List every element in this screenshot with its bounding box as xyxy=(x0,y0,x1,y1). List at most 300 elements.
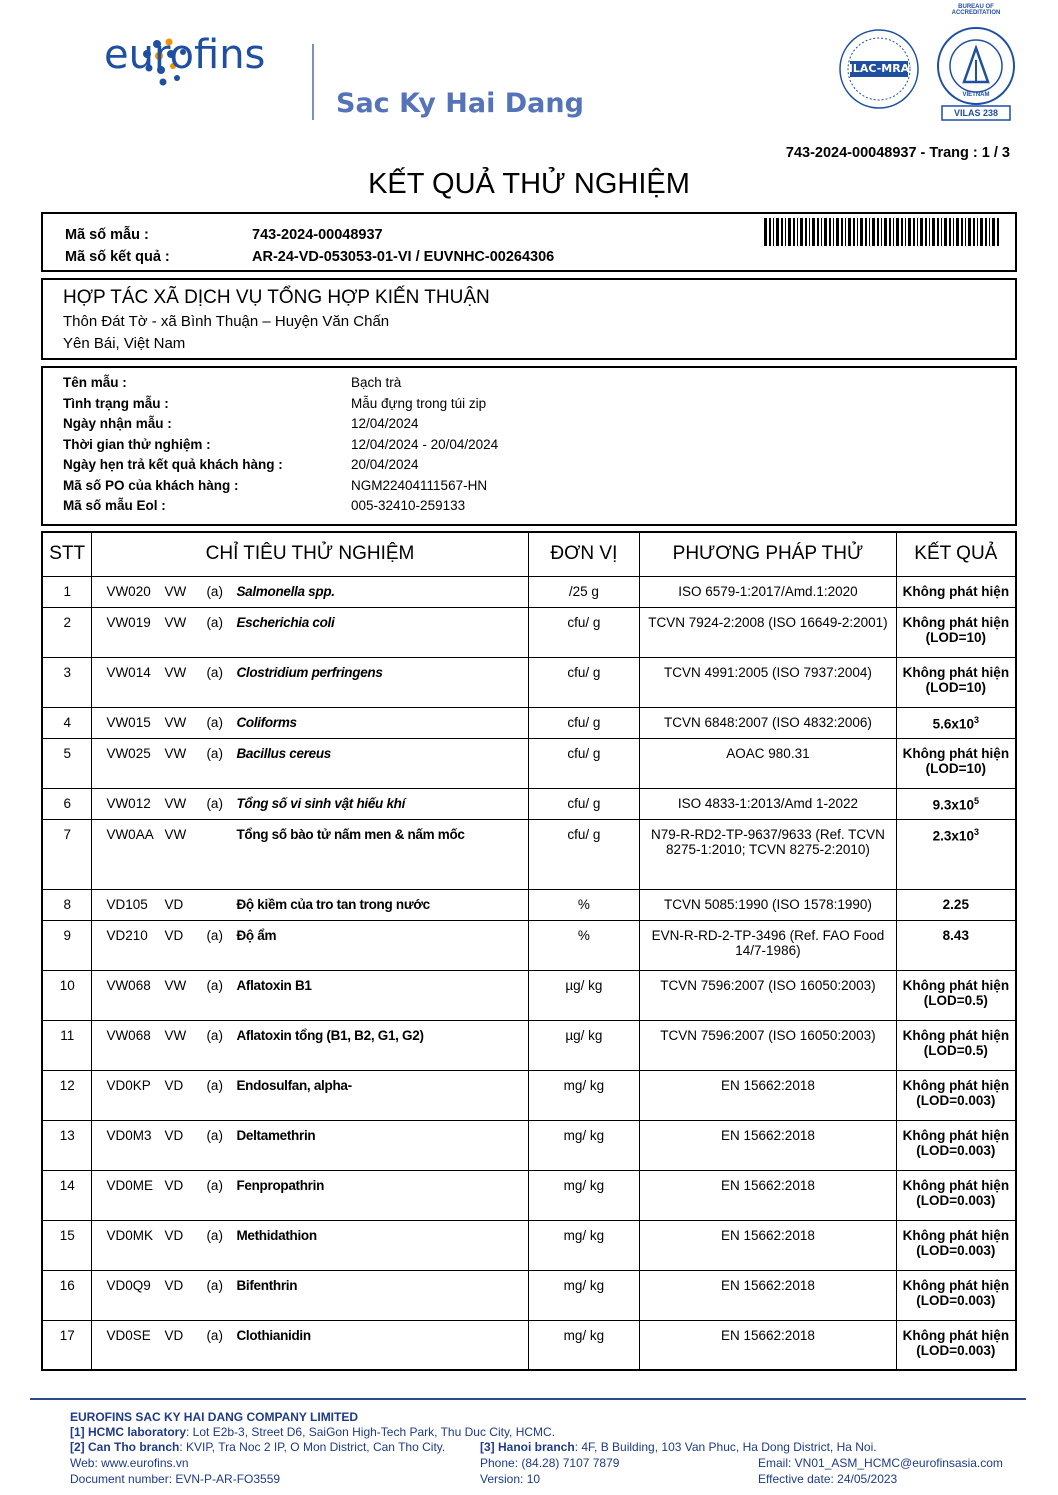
row-result-value: Không phát hiện xyxy=(902,1327,1010,1343)
barcode-bar xyxy=(893,218,894,246)
client-address-line1: Thôn Đát Tờ - xã Bình Thuận – Huyện Văn Chấn xyxy=(63,313,390,330)
sample-info-label: Mã số mẫu Eol : xyxy=(63,498,166,513)
barcode-bar xyxy=(833,218,834,246)
row-result-exponent: 3 xyxy=(973,714,979,725)
row-result-value: Không phát hiện xyxy=(902,614,1010,630)
row-result-lod: (LOD=0.5) xyxy=(923,992,988,1008)
row-accreditation: (a) xyxy=(206,795,223,811)
row-lab: VW xyxy=(164,583,187,599)
row-unit: mg/ kg xyxy=(528,1070,640,1120)
row-unit: cfu/ g xyxy=(528,788,640,819)
sample-info-value: 12/04/2024 xyxy=(351,416,419,431)
row-method: EN 15662:2018 xyxy=(640,1270,896,1320)
row-indicator xyxy=(92,1220,528,1270)
table-row xyxy=(42,788,1016,819)
row-result-exponent: 3 xyxy=(973,826,979,837)
table-row xyxy=(42,1320,1016,1370)
row-unit: % xyxy=(528,889,640,920)
row-result-value: Không phát hiện xyxy=(902,745,1010,761)
row-lab: VD xyxy=(164,1227,184,1243)
row-unit: mg/ kg xyxy=(528,1320,640,1370)
barcode-bar xyxy=(920,218,923,246)
footer-version: Version: 10 xyxy=(480,1472,541,1486)
row-code: VW012 xyxy=(106,795,151,811)
row-indicator xyxy=(92,707,528,738)
table-row xyxy=(42,707,1016,738)
accreditation-seal-country: VIETNAM xyxy=(962,92,990,98)
row-result xyxy=(896,738,1016,788)
row-result-value: Không phát hiện xyxy=(902,1177,1010,1193)
table-row xyxy=(42,657,1016,707)
row-result-value: Không phát hiện xyxy=(902,1277,1010,1293)
row-lab: VW xyxy=(164,745,187,761)
row-lab: VD xyxy=(164,1277,184,1293)
row-lab: VW xyxy=(164,664,187,680)
sample-info-value: 20/04/2024 xyxy=(351,457,419,472)
barcode-bar xyxy=(989,218,990,246)
row-indicator xyxy=(92,1320,528,1370)
row-accreditation: (a) xyxy=(206,977,223,993)
row-lab: VD xyxy=(164,896,184,912)
row-result-exponent: 5 xyxy=(973,795,979,806)
results-table xyxy=(41,531,1017,1371)
row-result-lod: (LOD=0.003) xyxy=(916,1142,996,1158)
row-unit: cfu/ g xyxy=(528,738,640,788)
footer-doc-number: Document number: EVN-P-AR-FO3559 xyxy=(70,1472,281,1486)
row-stt: 8 xyxy=(42,889,92,920)
row-method: ISO 4833-1:2013/Amd 1-2022 xyxy=(640,788,896,819)
row-method: N79-R-RD2-TP-9637/9633 (Ref. TCVN 8275-1:2010; TCVN 8275-2:2010) xyxy=(640,819,896,889)
row-code: VW020 xyxy=(106,583,151,599)
row-result-value: Không phát hiện xyxy=(902,1077,1010,1093)
row-result xyxy=(896,1070,1016,1120)
row-lab: VW xyxy=(164,1027,187,1043)
table-row xyxy=(42,576,1016,607)
barcode-bar xyxy=(848,218,851,246)
row-code: VW0AA xyxy=(106,826,154,842)
footer-hcmc xyxy=(70,1425,555,1439)
row-code: VD0Q9 xyxy=(106,1277,151,1293)
row-method: TCVN 7924-2:2008 (ISO 16649-2:2001) xyxy=(640,607,896,657)
footer-email[interactable]: Email: VN01_ASM_HCMC@eurofinsasia.com xyxy=(758,1456,1003,1470)
row-method: ISO 6579-1:2017/Amd.1:2020 xyxy=(640,576,896,607)
row-stt: 11 xyxy=(42,1020,92,1070)
sample-info-label: Thời gian thử nghiệm : xyxy=(63,436,211,452)
row-parameter-name: Tổng số bào tử nấm men & nấm mốc xyxy=(236,826,465,842)
row-accreditation: (a) xyxy=(206,614,223,630)
row-parameter-name: Aflatoxin tổng (B1, B2, G1, G2) xyxy=(236,1027,424,1043)
barcode-bar xyxy=(953,218,954,246)
accreditation-seal-text: BUREAU OF ACCREDITATION xyxy=(951,4,1001,16)
row-parameter-name: Endosulfan, alpha- xyxy=(236,1077,352,1093)
barcode-bar xyxy=(800,218,803,246)
row-accreditation: (a) xyxy=(206,927,223,943)
row-method: EN 15662:2018 xyxy=(640,1120,896,1170)
row-unit: µg/ kg xyxy=(528,970,640,1020)
row-accreditation: (a) xyxy=(206,583,223,599)
barcode-bar xyxy=(992,218,995,246)
row-method: EN 15662:2018 xyxy=(640,1220,896,1270)
client-name: HỢP TÁC XÃ DỊCH VỤ TỔNG HỢP KIẾN THUẬN xyxy=(63,287,490,308)
barcode-bar xyxy=(809,218,810,246)
row-result-value: 8.43 xyxy=(942,927,969,943)
sample-info-label: Ngày hẹn trả kết quả khách hàng : xyxy=(63,457,283,472)
footer-cantho-label: [2] Can Tho branch xyxy=(70,1440,180,1454)
row-method: EN 15662:2018 xyxy=(640,1170,896,1220)
result-code-label: Mã số kết quả : xyxy=(65,249,170,265)
barcode-bar xyxy=(805,218,807,246)
barcode-bar xyxy=(965,218,966,246)
row-indicator xyxy=(92,1170,528,1220)
header-stt: STT xyxy=(42,532,92,576)
row-parameter-name: Methidathion xyxy=(236,1227,317,1243)
sample-info-label: Tên mẫu : xyxy=(63,375,127,390)
barcode-bar xyxy=(917,218,918,246)
row-unit: /25 g xyxy=(528,576,640,607)
barcode-bar xyxy=(785,218,786,246)
row-code: VD0SE xyxy=(106,1327,151,1343)
row-stt: 14 xyxy=(42,1170,92,1220)
barcode-bar xyxy=(869,218,870,246)
row-result xyxy=(896,889,1016,920)
row-result xyxy=(896,1220,1016,1270)
barcode-bar xyxy=(769,218,771,246)
row-accreditation: (a) xyxy=(206,1177,223,1193)
row-unit: µg/ kg xyxy=(528,1020,640,1070)
row-result-value: Không phát hiện xyxy=(902,1027,1010,1043)
row-result-value: Không phát hiện xyxy=(902,583,1010,599)
barcode-bar xyxy=(968,218,971,246)
row-unit: % xyxy=(528,920,640,970)
row-accreditation: (a) xyxy=(206,1027,223,1043)
row-stt: 12 xyxy=(42,1070,92,1120)
footer-phone: Phone: (84.28) 7107 7879 xyxy=(480,1456,620,1470)
barcode-bar xyxy=(977,218,978,246)
row-method: EVN-R-RD-2-TP-3496 (Ref. FAO Food 14/7-1986) xyxy=(640,920,896,970)
row-indicator xyxy=(92,819,528,889)
row-indicator xyxy=(92,889,528,920)
table-row xyxy=(42,607,1016,657)
row-indicator xyxy=(92,607,528,657)
row-indicator xyxy=(92,738,528,788)
row-method: TCVN 4991:2005 (ISO 7937:2004) xyxy=(640,657,896,707)
row-method: TCVN 7596:2007 (ISO 16050:2003) xyxy=(640,1020,896,1070)
row-stt: 6 xyxy=(42,788,92,819)
row-result xyxy=(896,920,1016,970)
row-stt: 3 xyxy=(42,657,92,707)
row-result-value: Không phát hiện xyxy=(902,1227,1010,1243)
row-parameter-name: Salmonella spp. xyxy=(236,583,335,599)
row-parameter-name: Độ ẩm xyxy=(236,927,277,943)
row-code: VD0KP xyxy=(106,1077,151,1093)
sample-info-label: Ngày nhận mẫu : xyxy=(63,416,172,431)
header-result: KẾT QUẢ xyxy=(896,532,1016,576)
row-code: VD105 xyxy=(106,896,148,912)
row-method: EN 15662:2018 xyxy=(640,1320,896,1370)
page-title: KẾT QUẢ THỬ NGHIỆM xyxy=(368,168,690,200)
row-unit: cfu/ g xyxy=(528,819,640,889)
table-row xyxy=(42,920,1016,970)
table-row xyxy=(42,889,1016,920)
footer-divider xyxy=(30,1398,1026,1400)
footer-hcmc-address: : Lot E2b-3, Street D6, SaiGon High-Tech Park, Thu Duc City, HCMC. xyxy=(186,1425,556,1439)
barcode-bar xyxy=(817,218,819,246)
row-unit: mg/ kg xyxy=(528,1120,640,1170)
vilas-code: VILAS 238 xyxy=(953,108,999,118)
barcode-bar xyxy=(841,218,843,246)
report-reference: 743-2024-00048937 - Trang : 1 / 3 xyxy=(785,145,1010,161)
row-result xyxy=(896,1020,1016,1070)
row-result-lod: (LOD=10) xyxy=(925,760,987,776)
row-stt: 9 xyxy=(42,920,92,970)
row-unit: mg/ kg xyxy=(528,1220,640,1270)
row-result xyxy=(896,576,1016,607)
barcode-bar xyxy=(872,218,875,246)
row-code: VD0ME xyxy=(106,1177,153,1193)
row-accreditation: (a) xyxy=(206,1327,223,1343)
row-code: VW025 xyxy=(106,745,151,761)
table-header-row xyxy=(42,532,1016,576)
row-lab: VD xyxy=(164,1177,184,1193)
sample-info-value: Bạch trà xyxy=(351,375,402,390)
row-accreditation: (a) xyxy=(206,745,223,761)
row-parameter-name: Deltamethrin xyxy=(236,1127,316,1143)
barcode-bar xyxy=(884,218,887,246)
row-lab: VW xyxy=(164,614,187,630)
barcode-bar xyxy=(980,218,983,246)
header-method: PHƯƠNG PHÁP THỬ xyxy=(640,532,896,576)
barcode-bar xyxy=(956,218,959,246)
sample-info-value: 005-32410-259133 xyxy=(351,498,466,513)
row-method: TCVN 6848:2007 (ISO 4832:2006) xyxy=(640,707,896,738)
barcode-bar xyxy=(788,218,791,246)
row-parameter-name: Clostridium perfringens xyxy=(236,664,383,680)
row-indicator xyxy=(92,1020,528,1070)
row-parameter-name: Bacillus cereus xyxy=(236,745,331,761)
footer-hanoi-address: : 4F, B Building, 103 Van Phuc, Ha Dong District, Ha Noi. xyxy=(574,1440,877,1454)
row-code: VW068 xyxy=(106,977,151,993)
table-row xyxy=(42,1220,1016,1270)
row-indicator xyxy=(92,576,528,607)
row-parameter-name: Bifenthrin xyxy=(236,1277,298,1293)
row-result-lod: (LOD=10) xyxy=(925,679,987,695)
row-result xyxy=(896,707,1016,738)
row-stt: 13 xyxy=(42,1120,92,1170)
footer-hanoi xyxy=(480,1440,877,1454)
barcode-bar xyxy=(860,218,863,246)
row-accreditation: (a) xyxy=(206,1077,223,1093)
table-row xyxy=(42,1270,1016,1320)
row-parameter-name: Aflatoxin B1 xyxy=(236,977,312,993)
row-result-value: Không phát hiện xyxy=(902,664,1010,680)
lab-name: Sac Ky Hai Dang xyxy=(336,88,584,119)
barcode-bar xyxy=(857,218,858,246)
row-method: TCVN 5085:1990 (ISO 1578:1990) xyxy=(640,889,896,920)
row-result xyxy=(896,1170,1016,1220)
barcode-bar xyxy=(985,218,987,246)
sample-info-label: Tình trạng mẫu : xyxy=(63,395,169,411)
table-row xyxy=(42,1120,1016,1170)
row-result xyxy=(896,607,1016,657)
row-accreditation: (a) xyxy=(206,1277,223,1293)
table-row xyxy=(42,738,1016,788)
row-lab: VD xyxy=(164,1127,184,1143)
barcode-bar xyxy=(877,218,879,246)
table-row xyxy=(42,1070,1016,1120)
row-result xyxy=(896,1270,1016,1320)
barcode-bar xyxy=(776,218,779,246)
sample-code-label: Mã số mẫu : xyxy=(65,227,149,243)
sample-info-value: NGM22404111567-HN xyxy=(351,477,488,493)
row-code: VD0M3 xyxy=(106,1127,152,1143)
barcode-bar xyxy=(797,218,798,246)
row-code: VD0MK xyxy=(106,1227,153,1243)
row-accreditation: (a) xyxy=(206,1227,223,1243)
barcode-bar xyxy=(941,218,942,246)
footer-cantho xyxy=(70,1440,445,1454)
row-parameter-name: Coliforms xyxy=(236,714,297,730)
barcode-bar xyxy=(937,218,939,246)
row-parameter-name: Fenpropathrin xyxy=(236,1177,325,1193)
row-accreditation: (a) xyxy=(206,714,223,730)
row-code: VW015 xyxy=(106,714,151,730)
ilac-seal-text: ILAC-MRA xyxy=(848,62,910,75)
barcode-bar xyxy=(889,218,891,246)
header-divider xyxy=(312,44,314,120)
row-lab: VW xyxy=(164,826,187,842)
barcode-bar xyxy=(845,218,846,246)
row-stt: 10 xyxy=(42,970,92,1020)
footer-effective-date: Effective date: 24/05/2023 xyxy=(758,1472,898,1486)
row-result-lod: (LOD=0.003) xyxy=(916,1092,996,1108)
barcode-bar xyxy=(997,218,999,246)
row-result xyxy=(896,1120,1016,1170)
row-unit: cfu/ g xyxy=(528,657,640,707)
row-result-lod: (LOD=0.003) xyxy=(916,1342,996,1358)
row-method: EN 15662:2018 xyxy=(640,1070,896,1120)
row-stt: 7 xyxy=(42,819,92,889)
header-indicator: CHỈ TIÊU THỬ NGHIỆM xyxy=(92,532,528,576)
sample-info-label: Mã số PO của khách hàng : xyxy=(63,477,239,493)
barcode-bar xyxy=(865,218,867,246)
row-accreditation: (a) xyxy=(206,1127,223,1143)
row-indicator xyxy=(92,788,528,819)
row-result xyxy=(896,788,1016,819)
row-code: VW068 xyxy=(106,1027,151,1043)
barcode-bar xyxy=(929,218,930,246)
barcode-bar xyxy=(829,218,831,246)
row-lab: VD xyxy=(164,1327,184,1343)
row-stt: 5 xyxy=(42,738,92,788)
row-result-value: Không phát hiện xyxy=(902,1127,1010,1143)
row-indicator xyxy=(92,1120,528,1170)
row-unit: mg/ kg xyxy=(528,1170,640,1220)
barcode-bar xyxy=(881,218,882,246)
row-indicator xyxy=(92,1070,528,1120)
row-stt: 1 xyxy=(42,576,92,607)
row-result-value: 2.3x10 xyxy=(932,828,974,843)
row-stt: 15 xyxy=(42,1220,92,1270)
row-code: VW019 xyxy=(106,614,151,630)
row-result-lod: (LOD=0.003) xyxy=(916,1192,996,1208)
row-parameter-name: Escherichia coli xyxy=(236,614,335,630)
client-address-line2: Yên Bái, Việt Nam xyxy=(63,335,186,352)
row-code: VW014 xyxy=(106,664,151,680)
barcode-bar xyxy=(793,218,795,246)
row-unit: mg/ kg xyxy=(528,1270,640,1320)
row-result xyxy=(896,970,1016,1020)
brand-wordmark: eurofins xyxy=(104,32,266,78)
row-parameter-name: Tổng số vi sinh vật hiếu khí xyxy=(236,795,406,811)
row-parameter-name: Độ kiềm của tro tan trong nước xyxy=(236,896,430,912)
barcode-bar xyxy=(961,218,963,246)
row-result-value: 5.6x10 xyxy=(932,716,974,731)
row-code: VD210 xyxy=(106,927,148,943)
footer-hanoi-label: [3] Hanoi branch xyxy=(480,1440,575,1454)
barcode-bar xyxy=(821,218,822,246)
barcode-bar xyxy=(973,218,975,246)
row-indicator xyxy=(92,657,528,707)
row-lab: VD xyxy=(164,927,184,943)
barcode-bar xyxy=(925,218,927,246)
row-result-lod: (LOD=0.003) xyxy=(916,1242,996,1258)
barcode-bar xyxy=(773,218,774,246)
row-stt: 4 xyxy=(42,707,92,738)
row-unit: cfu/ g xyxy=(528,607,640,657)
barcode-bar xyxy=(901,218,903,246)
barcode-bar xyxy=(905,218,906,246)
row-result-value: Không phát hiện xyxy=(902,977,1010,993)
row-lab: VW xyxy=(164,795,187,811)
row-method: AOAC 980.31 xyxy=(640,738,896,788)
barcode-bar xyxy=(944,218,947,246)
table-row xyxy=(42,970,1016,1020)
barcode-bar xyxy=(853,218,855,246)
row-result xyxy=(896,819,1016,889)
footer-cantho-address: : KVIP, Tra Noc 2 IP, O Mon District, Can Tho City. xyxy=(179,1440,446,1454)
row-accreditation: (a) xyxy=(206,664,223,680)
barcode-bar xyxy=(896,218,899,246)
row-unit: cfu/ g xyxy=(528,707,640,738)
row-parameter-name: Clothianidin xyxy=(236,1327,311,1343)
footer-hcmc-label: [1] HCMC laboratory xyxy=(70,1425,187,1439)
barcode-bar xyxy=(824,218,827,246)
row-result xyxy=(896,1320,1016,1370)
row-lab: VW xyxy=(164,714,187,730)
footer-company: EUROFINS SAC KY HAI DANG COMPANY LIMITED xyxy=(70,1410,359,1424)
result-code-value: AR-24-VD-053053-01-VI / EUVNHC-00264306 xyxy=(252,249,555,265)
row-stt: 17 xyxy=(42,1320,92,1370)
footer-web[interactable]: Web: www.eurofins.vn xyxy=(70,1456,189,1470)
table-row xyxy=(42,1020,1016,1070)
header-unit: ĐƠN VỊ xyxy=(528,532,640,576)
row-result xyxy=(896,657,1016,707)
barcode-bar xyxy=(932,218,935,246)
barcode-bar xyxy=(949,218,951,246)
sample-code-value: 743-2024-00048937 xyxy=(252,227,383,243)
barcode-bar xyxy=(908,218,911,246)
row-indicator xyxy=(92,920,528,970)
barcode-bar xyxy=(812,218,815,246)
barcode-bar xyxy=(764,218,767,246)
row-indicator xyxy=(92,970,528,1020)
row-result-lod: (LOD=0.5) xyxy=(923,1042,988,1058)
barcode-bar xyxy=(781,218,783,246)
barcode-bar xyxy=(913,218,915,246)
row-result-lod: (LOD=0.003) xyxy=(916,1292,996,1308)
row-stt: 2 xyxy=(42,607,92,657)
sample-info-value: 12/04/2024 - 20/04/2024 xyxy=(351,436,499,452)
